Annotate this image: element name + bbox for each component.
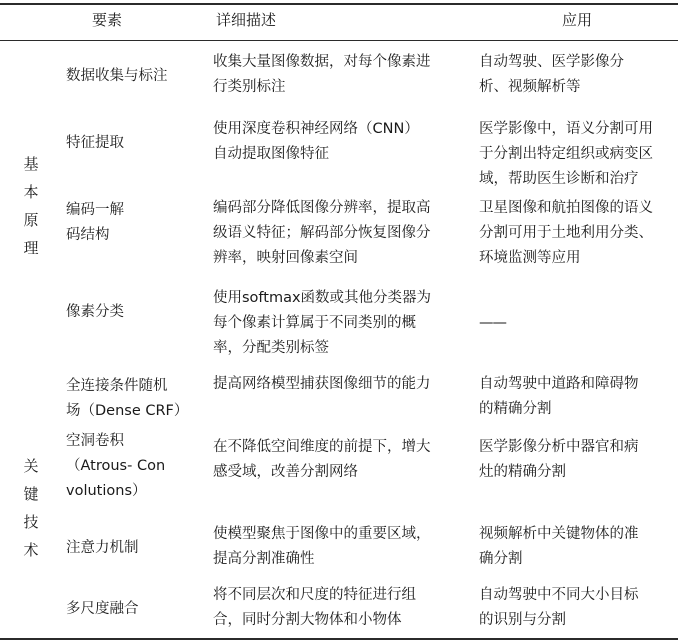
row-description [213, 117, 471, 167]
row-element-line: 特征提取 [66, 135, 124, 151]
row-application-line: 卫星图像和航拍图像的语义 [479, 200, 653, 216]
row-element-line: 注意力机制 [66, 540, 139, 556]
row-element [66, 374, 201, 424]
row-element-line: 码结构 [66, 227, 110, 243]
group-label-char: 键 [23, 485, 39, 503]
row-element-line: 场（Dense CRF） [66, 403, 189, 419]
row-description [213, 522, 471, 572]
row-element-line: 像素分类 [66, 304, 124, 320]
row-application [479, 117, 675, 192]
group-label-char: 本 [23, 183, 39, 201]
row-application [479, 196, 675, 271]
row-application-line: 分割可用于土地利用分类、 [479, 225, 653, 241]
row-application-line: 自动驾驶中道路和障碍物 [479, 376, 639, 392]
row-description-line: 将不同层次和尺度的特征进行组 [213, 587, 416, 603]
row-application-line: 灶的精确分割 [479, 464, 566, 480]
row-application-line: 的精确分割 [479, 401, 552, 417]
group-label-char: 关 [23, 457, 39, 475]
row-element [66, 64, 201, 89]
row-application [479, 372, 675, 422]
row-description [213, 435, 471, 485]
row-description-line: 提高网络模型捕获图像细节的能力 [213, 376, 431, 392]
row-application-line: 于分割出特定组织或病变区 [479, 146, 653, 162]
row-application-line: 域，帮助医生诊断和治疗 [479, 171, 639, 187]
row-description [213, 196, 471, 271]
row-description [213, 583, 471, 633]
row-element [66, 429, 201, 504]
row-element-line: 编码一解 [66, 202, 124, 218]
row-element-line: 多尺度融合 [66, 601, 139, 617]
row-description-line: 感受域，改善分割网络 [213, 464, 358, 480]
row-description-line: 行类别标注 [213, 79, 286, 95]
row-application-line: 医学影像中，语义分割可用 [479, 121, 653, 137]
row-application [479, 311, 519, 336]
row-description-line: 辨率，映射回像素空间 [213, 250, 358, 266]
header-application: 应用 [562, 11, 593, 29]
row-element [66, 198, 201, 248]
row-description-line: 率，分配类别标签 [213, 340, 329, 356]
row-application-line: 确分割 [479, 551, 523, 567]
row-description-line: 自动提取图像特征 [213, 146, 329, 162]
row-element [66, 300, 201, 325]
row-description-line: 使用深度卷积神经网络（CNN） [213, 121, 419, 137]
row-description-line: 使模型聚焦于图像中的重要区域， [213, 526, 431, 542]
row-element-line: 数据收集与标注 [66, 68, 168, 84]
header-rule [0, 40, 678, 41]
header-element: 要素 [92, 11, 123, 29]
row-application-line: 析、视频解析等 [479, 79, 581, 95]
row-element-line: （Atrous- Con [66, 458, 166, 474]
row-description-line: 编码部分降低图像分辨率，提取高 [213, 200, 431, 216]
row-application-line: 自动驾驶、医学影像分 [479, 54, 624, 70]
row-description [213, 372, 471, 397]
row-description-line: 使用softmax函数或其他分类器为 [213, 290, 432, 306]
row-application [479, 583, 675, 633]
top-rule [0, 3, 678, 5]
group-label-basic-principles [16, 150, 46, 262]
row-element [66, 597, 201, 622]
row-element-line: 全连接条件随机 [66, 378, 168, 394]
row-description [213, 50, 471, 100]
row-application [479, 522, 675, 572]
row-application-line: 视频解析中关键物体的准 [479, 526, 639, 542]
row-element-line: 空洞卷积 [66, 433, 124, 449]
row-element [66, 536, 201, 561]
row-description-line: 收集大量图像数据，对每个像素进 [213, 54, 431, 70]
row-description-line: 每个像素计算属于不同类别的概 [213, 315, 416, 331]
row-application [479, 435, 675, 485]
group-label-char: 理 [23, 239, 39, 257]
row-description-line: 合，同时分割大物体和小物体 [213, 612, 402, 628]
group-label-char: 原 [23, 211, 39, 229]
row-element [66, 131, 201, 156]
row-application-line: 的识别与分割 [479, 612, 566, 628]
row-description-line: 提高分割准确性 [213, 551, 315, 567]
row-application-line: —— [479, 315, 506, 331]
bottom-rule [0, 638, 678, 640]
group-label-char: 基 [23, 155, 39, 173]
row-application-line: 医学影像分析中器官和病 [479, 439, 639, 455]
row-description [213, 286, 471, 361]
row-description-line: 级语义特征；解码部分恢复图像分 [213, 225, 431, 241]
row-element-line: volutions） [66, 483, 147, 499]
row-application-line: 自动驾驶中不同大小目标 [479, 587, 639, 603]
group-label-key-technologies [16, 452, 46, 564]
row-application [479, 50, 675, 100]
group-label-char: 术 [23, 541, 39, 559]
row-description-line: 在不降低空间维度的前提下，增大 [213, 439, 431, 455]
group-label-char: 技 [23, 513, 39, 531]
row-application-line: 环境监测等应用 [479, 250, 581, 266]
header-description: 详细描述 [216, 11, 277, 29]
